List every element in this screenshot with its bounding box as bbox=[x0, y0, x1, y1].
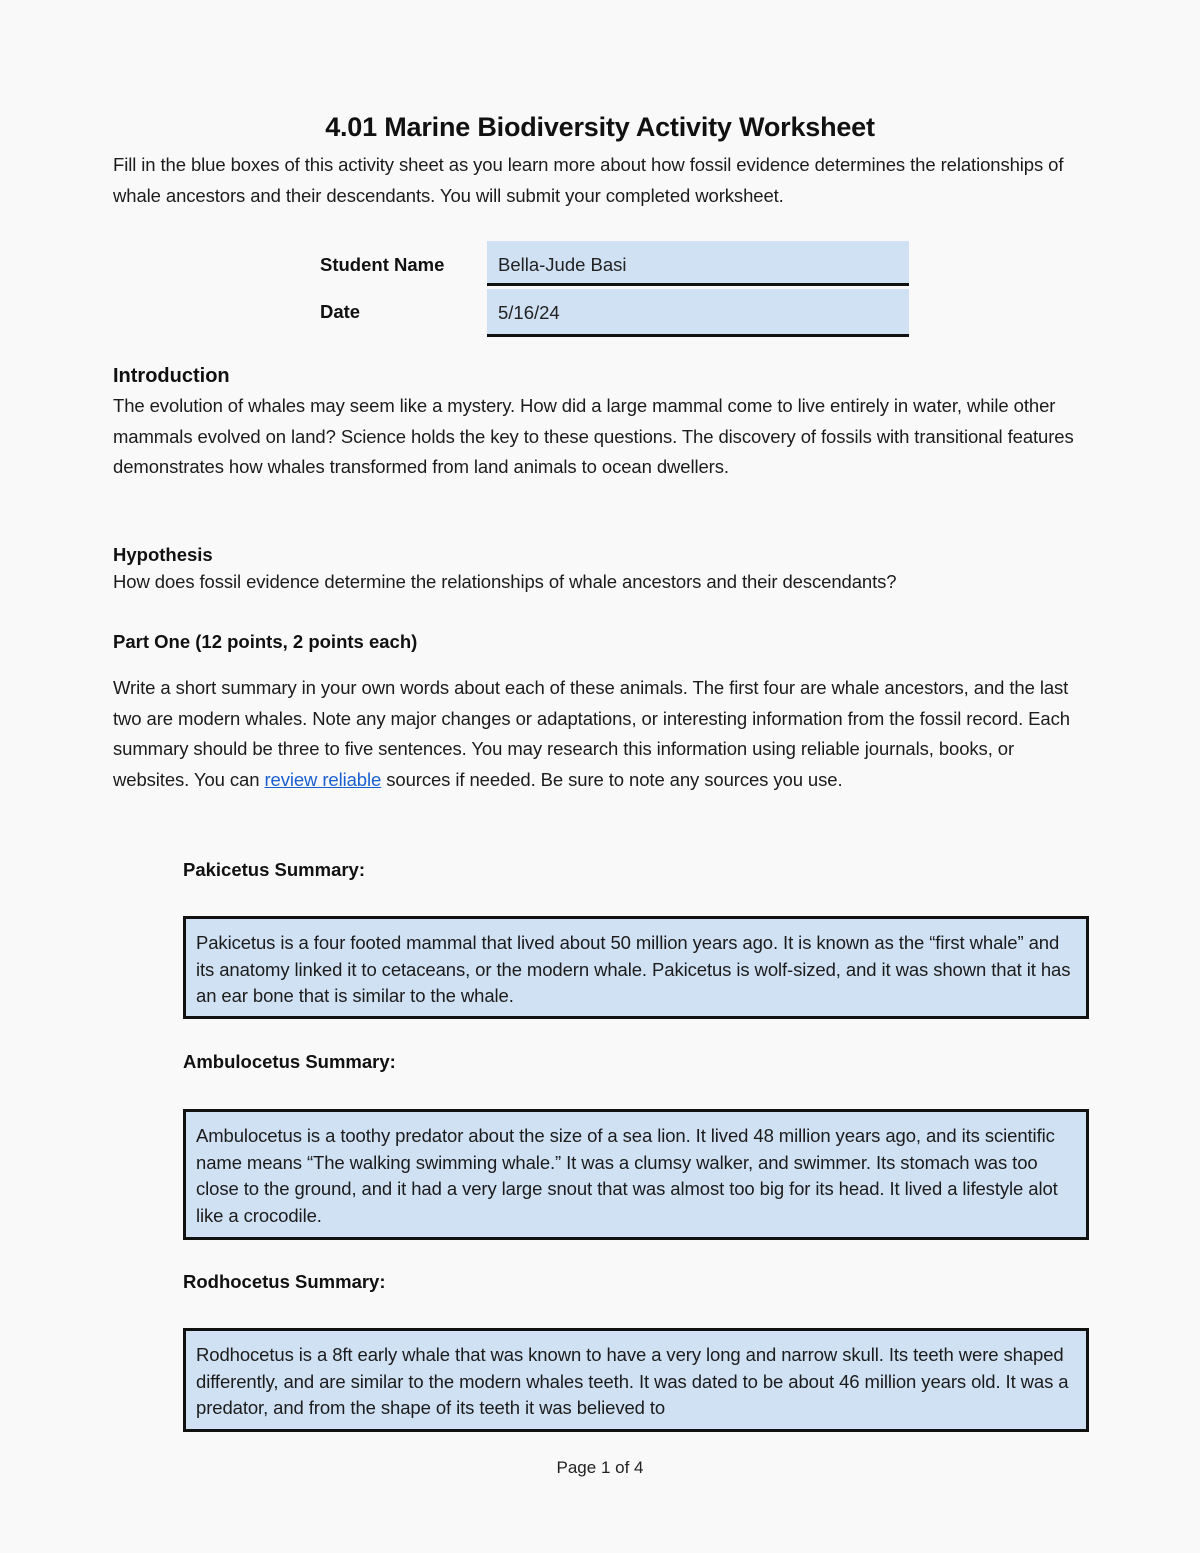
pakicetus-summary-box[interactable]: Pakicetus is a four footed mammal that lived about 50 million years ago. It is known as the “first whale” and its anatomy linked it to cetaceans, or the modern whale. Pakicetus is wolf-sized, and it was shown that it has an ear bone that is similar to the whale. bbox=[183, 916, 1089, 1019]
ambulocetus-summary-label: Ambulocetus Summary: bbox=[183, 1051, 396, 1072]
page-title: 4.01 Marine Biodiversity Activity Worksheet bbox=[325, 112, 875, 142]
date-label: Date bbox=[320, 301, 361, 322]
part-one-heading: Part One (12 points, 2 points each) bbox=[113, 631, 418, 652]
instructions-text: Fill in the blue boxes of this activity sheet as you learn more about how fossil evidence determines the relationships of whale ancestors and their descendants. You will submit your completed worksheet. bbox=[113, 154, 1064, 206]
page-number: Page 1 of 4 bbox=[556, 1458, 644, 1477]
date-field[interactable]: 5/16/24 bbox=[487, 289, 909, 337]
review-reliable-sources-link[interactable]: review reliable bbox=[264, 768, 382, 790]
rodhocetus-summary-box[interactable]: Rodhocetus is a 8ft early whale that was known to have a very long and narrow skull. Its teeth were shaped differently, and are similar to the modern whales teeth. It was dated to be about 46 million years old. It was a predator, and from the shape of its teeth it was believed to bbox=[183, 1328, 1089, 1432]
part-one-instructions bbox=[113, 673, 1083, 795]
introduction-heading: Introduction bbox=[113, 365, 230, 387]
introduction-text: The evolution of whales may seem like a mystery. How did a large mammal come to live entirely in water, while other mammals evolved on land? Science holds the key to these questions. The discovery of fossils with transitional features demonstrates how whales transformed from land animals to ocean dwellers. bbox=[113, 395, 1074, 477]
ambulocetus-summary-box[interactable]: Ambulocetus is a toothy predator about the size of a sea lion. It lived 48 million years ago, and its scientific name means “The walking swimming whale.” It was a clumsy walker, and swimmer. Its stomach was too close to the ground, and it had a very large snout that was almost too big for its head. It lived a lifestyle alot like a crocodile. bbox=[183, 1109, 1089, 1240]
hypothesis-text: How does fossil evidence determine the relationships of whale ancestors and their descendants? bbox=[113, 571, 897, 592]
student-name-field[interactable]: Bella-Jude Basi bbox=[487, 241, 909, 286]
rodhocetus-summary-label: Rodhocetus Summary: bbox=[183, 1271, 386, 1292]
part-one-text-start: Write a short summary in your own words about each of these animals. The first four are whale ancestors, and the last two are modern whales. Note any major changes or adaptations, or interesting information from the fossil record. Each summary should be three to five sentences. You may research this information using reliable journals, books, or websites. You can bbox=[113, 677, 1070, 790]
part-one-text-end: sources if needed. Be sure to note any sources you use. bbox=[381, 768, 843, 790]
student-name-label: Student Name bbox=[320, 254, 445, 275]
hypothesis-heading: Hypothesis bbox=[113, 544, 213, 565]
pakicetus-summary-label: Pakicetus Summary: bbox=[183, 859, 366, 880]
